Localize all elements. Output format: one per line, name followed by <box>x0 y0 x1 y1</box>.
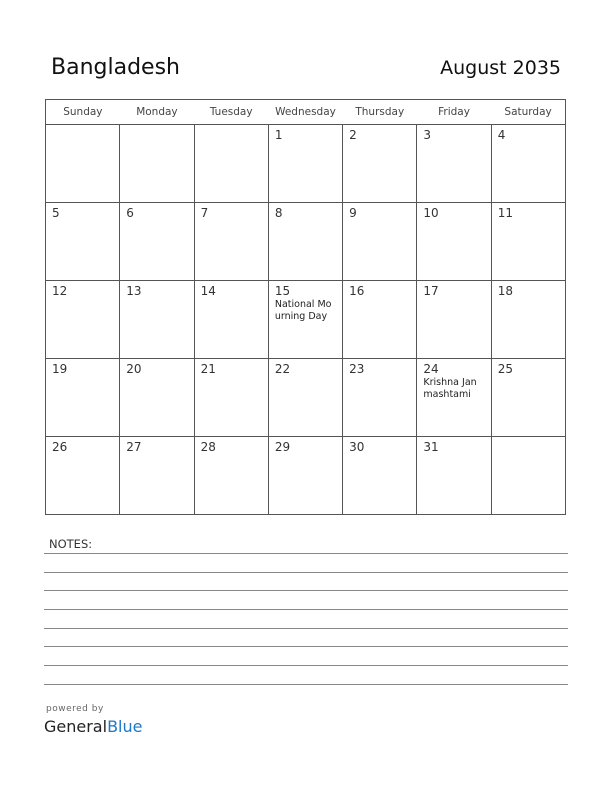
day-number: 2 <box>349 128 357 142</box>
day-number: 19 <box>52 362 68 376</box>
month-year-title: August 2035 <box>440 57 561 79</box>
day-number: 28 <box>200 440 216 454</box>
day-number: 26 <box>52 440 68 454</box>
calendar-day-cell <box>417 437 491 515</box>
day-number: 24 <box>423 362 439 376</box>
calendar-day-cell <box>120 281 194 359</box>
calendar-day-cell <box>491 437 565 515</box>
day-number: 12 <box>52 284 68 298</box>
generalblue-logo <box>44 717 142 736</box>
notes-label: NOTES: <box>49 537 93 551</box>
calendar-day-cell <box>268 125 342 203</box>
weekday-thursday: Thursday <box>343 100 417 125</box>
calendar-week-row <box>46 359 566 437</box>
calendar-day-cell <box>343 203 417 281</box>
day-number: 29 <box>274 440 291 454</box>
day-number: 5 <box>52 206 60 220</box>
note-line <box>44 628 568 629</box>
calendar-day-cell <box>120 125 194 203</box>
calendar-week-row <box>46 437 566 515</box>
day-number: 25 <box>497 362 513 376</box>
calendar-day-cell <box>268 437 342 515</box>
day-number: 3 <box>423 128 432 142</box>
note-line <box>44 665 568 666</box>
day-number: 18 <box>497 284 513 298</box>
note-line <box>44 609 568 610</box>
calendar-day-cell <box>417 359 491 437</box>
day-number: 9 <box>349 206 357 220</box>
day-number: 30 <box>349 440 365 454</box>
weekday-saturday: Saturday <box>491 100 565 125</box>
note-line <box>44 553 568 554</box>
calendar-day-cell <box>491 125 565 203</box>
calendar-day-cell <box>491 281 565 359</box>
calendar-week-row <box>46 281 566 359</box>
weekday-header-row <box>46 100 566 125</box>
day-number: 4 <box>497 128 506 142</box>
note-line <box>44 590 568 591</box>
day-number: 16 <box>349 284 365 298</box>
calendar-day-cell <box>120 359 194 437</box>
calendar-day-cell <box>491 203 565 281</box>
calendar-day-cell <box>343 359 417 437</box>
calendar-day-cell <box>417 125 491 203</box>
day-number: 17 <box>423 284 439 298</box>
calendar-day-cell <box>268 359 342 437</box>
calendar-day-cell <box>194 125 268 203</box>
calendar-day-cell <box>194 359 268 437</box>
calendar-grid <box>45 99 566 515</box>
day-number: 10 <box>423 206 439 220</box>
day-number: 8 <box>274 206 283 220</box>
calendar-day-cell <box>343 125 417 203</box>
day-number: 13 <box>126 284 142 298</box>
weekday-friday: Friday <box>417 100 491 125</box>
calendar-day-cell <box>46 281 120 359</box>
day-number: 6 <box>126 206 134 220</box>
powered-by-text: powered by <box>46 704 104 714</box>
day-number: 11 <box>497 206 513 220</box>
calendar-day-cell <box>46 203 120 281</box>
calendar-day-cell <box>46 359 120 437</box>
calendar-day-cell <box>194 437 268 515</box>
day-number: 21 <box>200 362 216 376</box>
note-line <box>44 684 568 685</box>
day-number: 1 <box>274 128 283 142</box>
calendar-day-cell <box>194 203 268 281</box>
calendar-day-cell <box>46 125 120 203</box>
calendar-day-cell <box>343 437 417 515</box>
weekday-monday: Monday <box>120 100 194 125</box>
day-number: 23 <box>349 362 365 376</box>
day-number: 20 <box>126 362 142 376</box>
calendar-day-cell <box>120 203 194 281</box>
day-number: 15 <box>274 284 291 298</box>
note-line <box>44 572 568 573</box>
calendar-day-cell <box>194 281 268 359</box>
holiday-label: National Mourning Day <box>274 299 332 322</box>
calendar-week-row <box>46 203 566 281</box>
day-number: 14 <box>200 284 216 298</box>
note-line <box>44 646 568 647</box>
brand-general: General <box>44 717 108 736</box>
weekday-tuesday: Tuesday <box>194 100 268 125</box>
holiday-label: Krishna Janmashtami <box>423 377 477 400</box>
day-number: 31 <box>423 440 439 454</box>
calendar-day-cell <box>491 359 565 437</box>
day-number: 7 <box>200 206 209 220</box>
calendar-day-cell <box>417 203 491 281</box>
calendar-week-row <box>46 125 566 203</box>
calendar-day-cell <box>268 203 342 281</box>
weekday-wednesday: Wednesday <box>268 100 342 125</box>
day-number: 27 <box>126 440 142 454</box>
day-number: 22 <box>274 362 291 376</box>
calendar-day-cell <box>46 437 120 515</box>
calendar-day-cell <box>120 437 194 515</box>
country-title: Bangladesh <box>51 55 180 80</box>
calendar-day-cell <box>417 281 491 359</box>
brand-blue: Blue <box>107 717 143 736</box>
weekday-sunday: Sunday <box>46 100 120 125</box>
calendar-day-cell <box>343 281 417 359</box>
calendar-day-cell <box>268 281 342 359</box>
